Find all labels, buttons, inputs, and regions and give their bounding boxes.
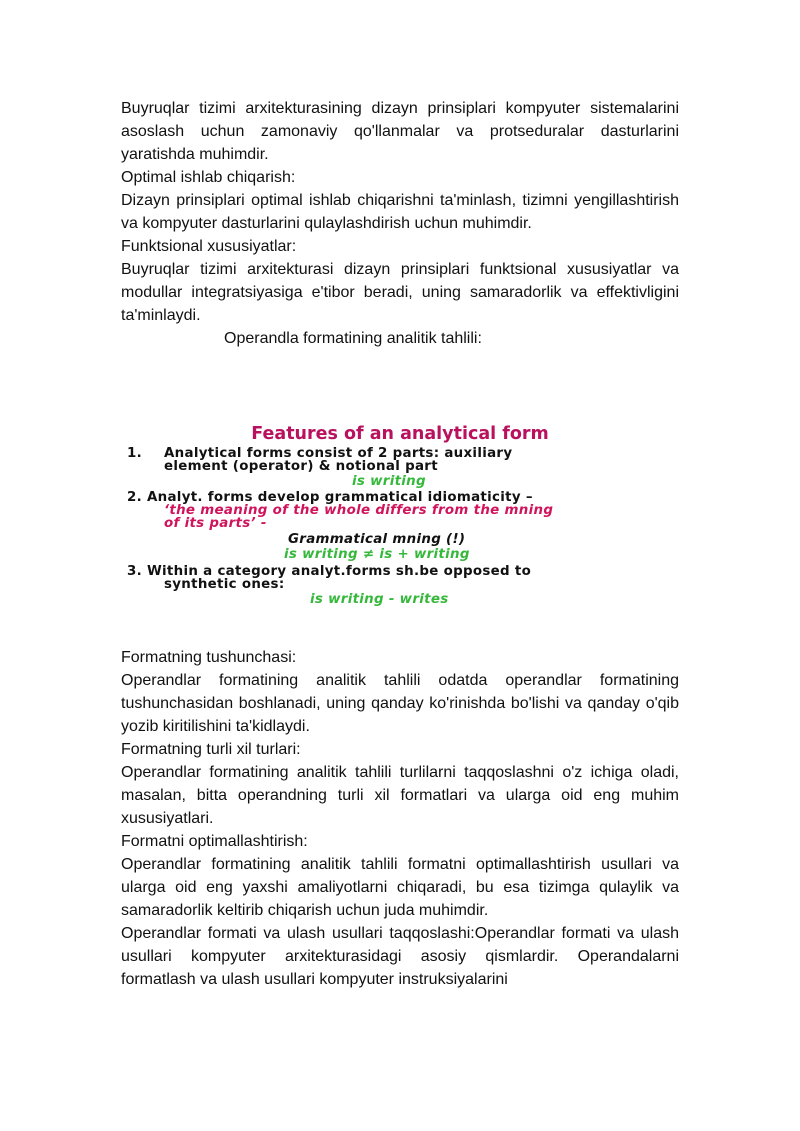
paragraph: Operandlar formatining analitik tahlili odatda operandlar formatining tushunchasidan boshlanadi, uning qanday ko'rinishda bo'lishi va qanday o'qib yozib kiritilishini ta'kidlaydi.: [121, 672, 679, 735]
item2-quote1: ‘the meaning of the whole differs from the mning: [164, 503, 554, 518]
section-heading: Operandla formatining analitik tahlili:: [224, 330, 482, 347]
item2-quote2: of its parts’ -: [164, 516, 267, 531]
subheading: Formatning turli xil turlari:: [121, 741, 301, 758]
subheading: Funktsional xususiyatlar:: [121, 238, 297, 255]
analytical-form-figure: [121, 416, 679, 616]
item3-example: is writing - writes: [310, 592, 449, 607]
text-block-bottom: [121, 646, 679, 991]
paragraph: Operandlar formatining analitik tahlili formatni optimallashtirish usullari va ularga oid eng yaxshi amaliyotlarni chiqaradi, bu esa tizimga qulaylik va samaradorlik keltirib chiqarish uchun juda muhimdir.: [121, 856, 679, 919]
item1-example: is writing: [352, 474, 426, 489]
item1-line2: element (operator) & notional part: [164, 459, 438, 474]
paragraph: Operandlar formatining analitik tahlili turlilarni taqqoslashni o'z ichiga oladi, masalan, bitta operandning turli xil formatlari va ularga oid eng muhim xususiyatlari.: [121, 764, 679, 827]
paragraph: Operandlar formati va ulash usullari taqqoslashi:Operandlar formati va ulash usullari kompyuter arxitekturasidagi asosiy qismlardir. Operandalarni formatlash va ulash usullari kompyuter instruksiyalarini: [121, 925, 679, 988]
subheading: Optimal ishlab chiqarish:: [121, 169, 296, 186]
item1-number: 1.: [127, 446, 143, 461]
paragraph: Dizayn prinsiplari optimal ishlab chiqarishni ta'minlash, tizimni yengillashtirish va kompyuter dasturlarini qulaylashdirish uchun muhimdir.: [121, 192, 679, 232]
figure-title: Features of an analytical form: [251, 424, 549, 444]
item2-sub: Grammatical mning (!): [288, 532, 466, 547]
item1-line1: Analytical forms consist of 2 parts: auxiliary: [164, 446, 513, 461]
item2-example: is writing ≠ is + writing: [284, 547, 470, 562]
subheading: Formatni optimallashtirish:: [121, 833, 308, 850]
item3-line1: 3. Within a category analyt.forms sh.be opposed to: [127, 564, 532, 579]
item3-line2: synthetic ones:: [164, 577, 285, 592]
paragraph: Buyruqlar tizimi arxitekturasi dizayn prinsiplari funktsional xususiyatlar va modullar integratsiyasiga e'tibor beradi, uning samaradorlik va effektivligini ta'minlaydi.: [121, 261, 679, 324]
item2-line1: 2. Analyt. forms develop grammatical idiomaticity –: [127, 490, 533, 505]
subheading: Formatning tushunchasi:: [121, 649, 297, 666]
text-block-top: [121, 97, 679, 350]
paragraph: Buyruqlar tizimi arxitekturasining dizayn prinsiplari kompyuter sistemalarini asoslash uchun zamonaviy qo'llanmalar va protseduralar dasturlarini yaratishda muhimdir.: [121, 100, 679, 163]
